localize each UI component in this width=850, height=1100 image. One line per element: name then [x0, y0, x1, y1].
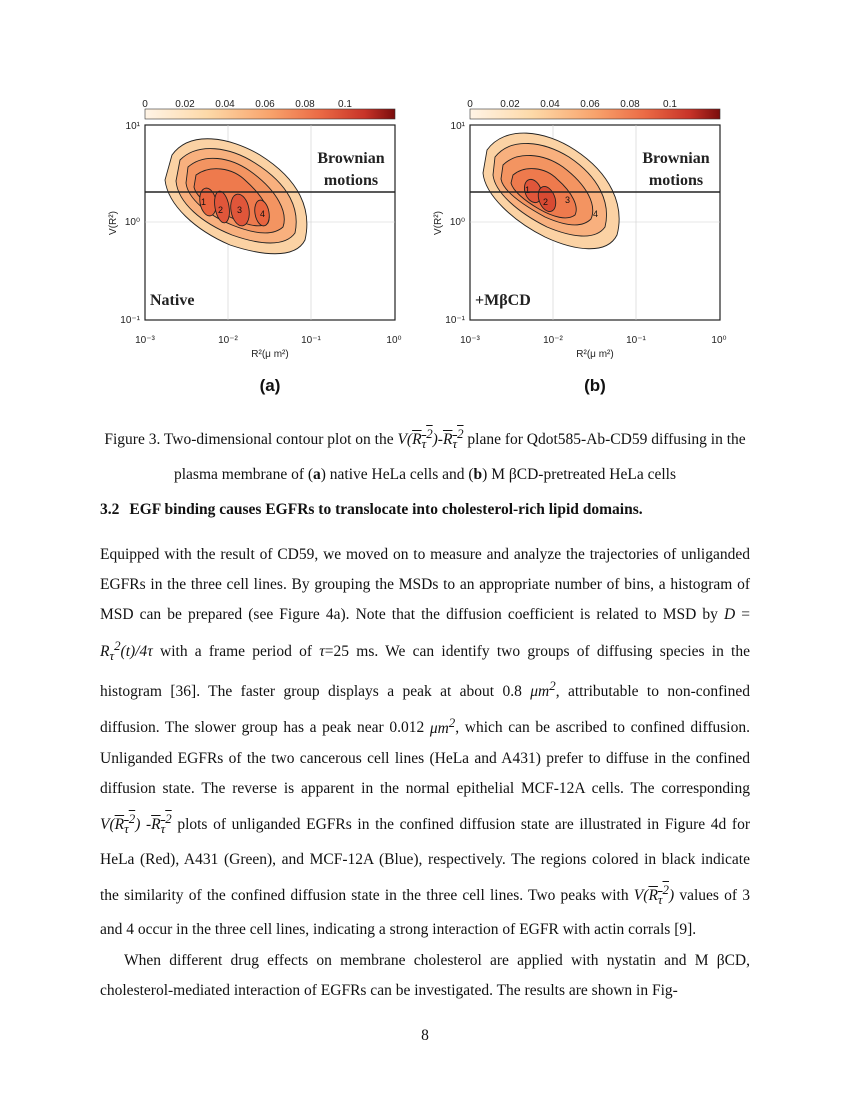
- colorbar: [145, 109, 395, 119]
- y-tick: 10¹: [125, 121, 140, 132]
- panel-letter: (b): [584, 376, 606, 395]
- peak-label: 3: [237, 205, 243, 215]
- y-tick: 10⁰: [124, 217, 140, 228]
- y-axis-label: V(R²): [108, 211, 119, 235]
- brownian-label: Brownian: [317, 150, 385, 167]
- x-tick: 10⁻¹: [301, 335, 321, 346]
- x-tick: 10⁻²: [543, 335, 563, 346]
- colorbar-tick: 0: [467, 99, 473, 110]
- y-tick: 10⁻¹: [445, 315, 465, 326]
- colorbar-tick: 0.08: [295, 99, 315, 110]
- caption-a: a: [313, 466, 321, 484]
- math-v-r: $V(R_\tau^2)$ $-R_\tau^2$: [100, 811, 172, 837]
- peak-label: 2: [218, 205, 224, 215]
- contour-plot-a: [100, 95, 420, 405]
- y-tick: 10¹: [450, 121, 465, 132]
- paragraph-2: When different drug effects on membrane cholesterol are applied with nystatin and M βCD, cholesterol-mediated interaction of EGFRs can be investigated. The results are shown in Fig-: [100, 951, 750, 999]
- caption-mid: plane for Qdot585-Ab-CD59 diffusing in the plasma membrane of (: [174, 431, 746, 484]
- figure-caption: [100, 418, 750, 490]
- panel-a: [100, 95, 420, 405]
- contour-plot-b: [425, 95, 745, 405]
- brownian-label: Brownian: [642, 150, 710, 167]
- colorbar-tick: 0.08: [620, 99, 640, 110]
- p1-text: plots of unliganded EGFRs in the confined diffusion state are illustrated in Figure 4d for HeLa (Red), A431 (Green), and MCF-12A (Blue), respectively. The regions colored in black indicate the similarity of the confined diffusion state in the three cell lines. Two peaks with: [100, 816, 750, 904]
- colorbar-tick: 0.1: [663, 99, 677, 110]
- colorbar-tick: 0.06: [255, 99, 275, 110]
- p1-text: =25 ms. We can identify two groups of diffusing species in the histogram [36]. The faster group displays a peak at about 0.8: [100, 642, 750, 701]
- paragraph-1: Equipped with the result of CD59, we moved on to measure and analyze the trajectories of unliganded EGFRs in the three cell lines. By grouping the MSDs to an appropriate number of bins, a histogram of MSD can be prepared (see Figure 4a). Note that the diffusion coefficient is related to MSD by $D = R_\tau^2(t)/4\tau$ with a frame period of τ=25 ms. We can identify two groups of diffusing species in the histogram [36]. The faster group displays a peak at about 0.8 $\mu m^2$, attributable to non-confined diffusion. The slower group has a peak near 0.012 $\mu m^2$, which can be ascribed to confined diffusion. Unliganded EGFRs of the two cancerous cell lines (HeLa and A431) prefer to diffuse in the confined diffusion state. The reverse is apparent in the normal epithelial MCF-12A cells. The corresponding $V(R_\tau^2)$ $-R_\tau^2$ plots of unliganded EGFRs in the confined diffusion state are illustrated in Figure 4d for HeLa (Red), A431 (Green), and MCF-12A (Blue), respectively. The regions colored in black indicate the similarity of the confined diffusion state in the three cell lines. Two peaks with $V(R_\tau^2)$ values of 3 and 4 occur in the three cell lines, indicating a strong interaction of EGFR with actin corrals [9].: [100, 546, 750, 939]
- peak-label: 4: [260, 209, 266, 219]
- x-axis-label: R²(μ m²): [576, 349, 614, 360]
- y-axis-label: V(R²): [433, 211, 444, 235]
- math-v-r: $V(R_\tau^2)$: [633, 881, 675, 908]
- colorbar-tick: 0.1: [338, 99, 352, 110]
- caption-math: $V(R_\tau^2)-R_\tau^2$: [397, 426, 464, 452]
- p1-text: , attributable to non-confined diffusion. The slower group has a peak near 0.012: [100, 683, 750, 737]
- peak-label: 1: [201, 197, 207, 207]
- colorbar-tick: 0.04: [540, 99, 560, 110]
- colorbar-tick: 0.02: [175, 99, 195, 110]
- peak-label: 1: [525, 185, 531, 195]
- caption-suffix: ) M βCD-pretreated HeLa cells: [482, 466, 676, 484]
- peak-label: 4: [593, 209, 599, 219]
- x-tick: 10⁻³: [135, 335, 155, 346]
- x-tick: 10⁻²: [218, 335, 238, 346]
- unit-um2: $\mu m^2$: [429, 714, 456, 737]
- p1-text: , which can be ascribed to confined diffusion. Unliganded EGFRs of the two cancerous cell lines (HeLa and A431) prefer to diffuse in the confined diffusion state. The reverse is apparent in the normal epithelial MCF-12A cells. The corresponding: [100, 719, 750, 797]
- caption-b: b: [473, 466, 483, 484]
- peak-label: 2: [543, 197, 549, 207]
- tau-symbol: τ: [319, 642, 325, 660]
- body-text: [100, 540, 750, 1006]
- colorbar-tick: 0.06: [580, 99, 600, 110]
- x-tick: 10⁻³: [460, 335, 480, 346]
- caption-prefix: Figure 3. Two-dimensional contour plot on the: [104, 431, 398, 449]
- y-tick: 10⁰: [449, 217, 465, 228]
- x-tick: 10⁻¹: [626, 335, 646, 346]
- panel-letter: (a): [259, 376, 281, 395]
- colorbar-tick: 0.04: [215, 99, 235, 110]
- colorbar: [470, 109, 720, 119]
- x-tick: 10⁰: [386, 335, 402, 346]
- peak-label: 3: [565, 195, 571, 205]
- brownian-label: motions: [323, 172, 379, 189]
- page-number: 8: [421, 1027, 429, 1044]
- equation-d: D: [723, 606, 736, 624]
- section-number: 3.2: [100, 501, 120, 518]
- panel-b: [425, 95, 745, 405]
- colorbar-tick: 0: [142, 99, 148, 110]
- colorbar-tick: 0.02: [500, 99, 520, 110]
- unit-um2: $\mu m^2$: [530, 678, 556, 701]
- condition-label: Native: [150, 292, 195, 309]
- caption-mid2: ) native HeLa cells and (: [320, 466, 474, 484]
- p1-text: Equipped with the result of CD59, we moved on to measure and analyze the trajectories of unliganded EGFRs in the three cell lines. By grouping the MSDs to an appropriate number of bins, a histogram of MSD can be prepared (see Figure 4a). Note that the diffusion coefficient is related to MSD by: [100, 546, 750, 624]
- equation-r: $R_\tau^2(t)/4\tau$: [100, 637, 153, 663]
- y-tick: 10⁻¹: [120, 315, 140, 326]
- x-tick: 10⁰: [711, 335, 727, 346]
- p1-text: with a frame period of: [152, 642, 320, 660]
- figure-3: [100, 95, 750, 415]
- condition-label: +MβCD: [475, 292, 531, 309]
- section-title: EGF binding causes EGFRs to translocate into cholesterol-rich lipid domains.: [129, 501, 643, 518]
- p1-text: values of 3 and 4 occur in the three cell lines, indicating a strong interaction of EGFR with actin corrals [9].: [100, 887, 750, 939]
- brownian-label: motions: [648, 172, 704, 189]
- x-axis-label: R²(μ m²): [251, 349, 289, 360]
- section-heading: [100, 501, 750, 519]
